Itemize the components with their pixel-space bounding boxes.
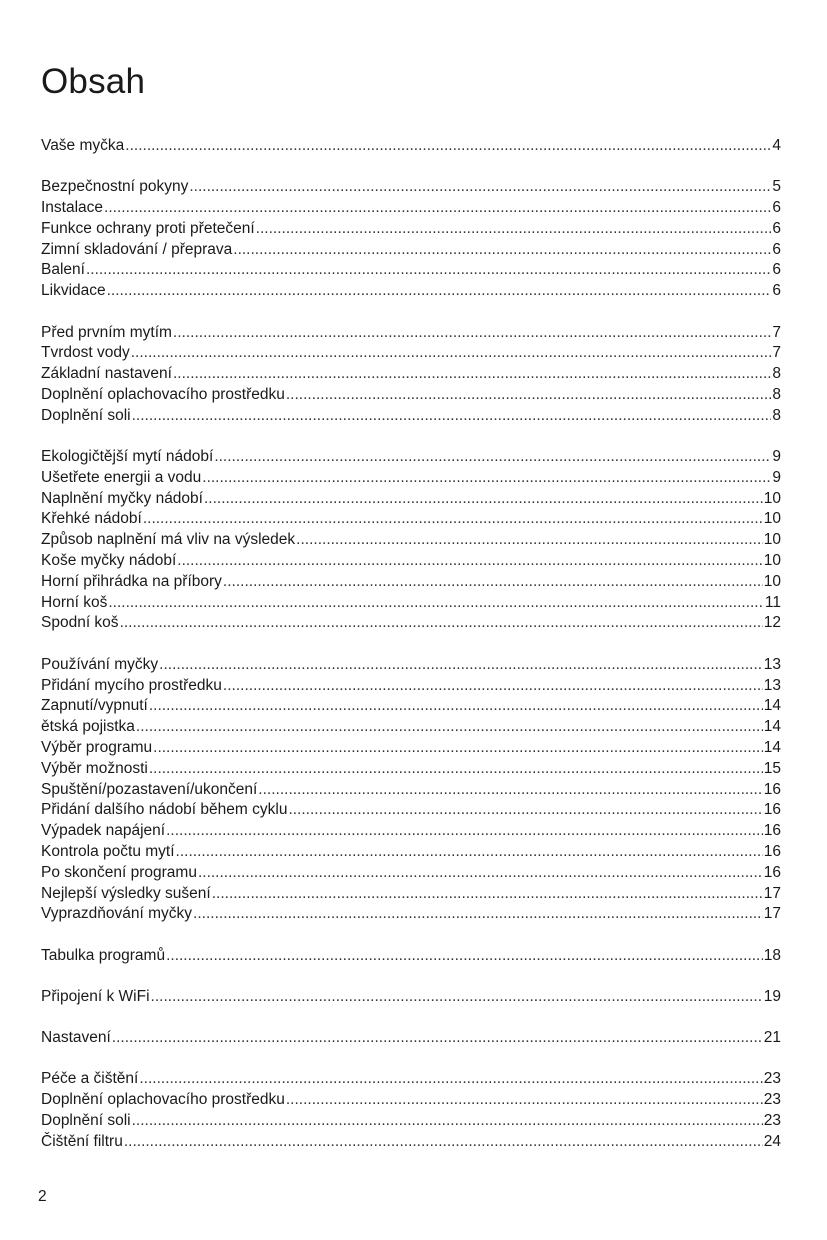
toc-entry[interactable] xyxy=(41,821,781,842)
toc-entry-page: 8 xyxy=(772,385,781,403)
toc-entry-title: Spodní koš xyxy=(41,614,119,632)
toc-entry-page: 7 xyxy=(772,344,781,362)
toc-entry-page: 10 xyxy=(763,510,781,528)
toc-entry-page: 8 xyxy=(772,406,781,424)
toc-leader-dots xyxy=(108,593,764,614)
toc-entry-page: 23 xyxy=(763,1091,781,1109)
toc-leader-dots xyxy=(256,219,772,240)
toc-entry[interactable] xyxy=(41,884,781,905)
toc-leader-dots xyxy=(143,509,763,530)
toc-entry-page: 16 xyxy=(763,863,781,881)
page-title: Obsah xyxy=(41,62,146,101)
toc-entry[interactable] xyxy=(41,946,781,967)
toc-entry-page: 6 xyxy=(772,261,781,279)
toc-entry-title: Před prvním mytím xyxy=(41,323,172,341)
toc-leader-dots xyxy=(223,572,763,593)
toc-entry-page: 6 xyxy=(772,240,781,258)
toc-group xyxy=(41,987,781,1008)
toc-entry[interactable] xyxy=(41,468,781,489)
toc-entry-title: Čištění filtru xyxy=(41,1132,123,1150)
toc-entry-page: 23 xyxy=(763,1112,781,1130)
toc-leader-dots xyxy=(286,385,772,406)
toc-entry-page: 16 xyxy=(763,801,781,819)
toc-leader-dots xyxy=(288,800,762,821)
toc-entry-title: Naplnění myčky nádobí xyxy=(41,489,203,507)
toc-group xyxy=(41,447,781,634)
toc-entry-page: 9 xyxy=(772,468,781,486)
toc-leader-dots xyxy=(151,987,763,1008)
toc-entry[interactable] xyxy=(41,343,781,364)
toc-entry-page: 23 xyxy=(763,1070,781,1088)
toc-entry-title: Výběr možnosti xyxy=(41,759,148,777)
toc-entry-page: 10 xyxy=(763,552,781,570)
toc-entry[interactable] xyxy=(41,1111,781,1132)
toc-entry-page: 17 xyxy=(763,884,781,902)
toc-entry-page: 19 xyxy=(763,987,781,1005)
toc-leader-dots xyxy=(159,655,763,676)
toc-leader-dots xyxy=(104,198,771,219)
toc-leader-dots xyxy=(132,406,772,427)
toc-entry-page: 13 xyxy=(763,655,781,673)
toc-entry-title: Způsob naplnění má vliv na výsledek xyxy=(41,531,296,549)
toc-entry-title: Vaše myčka xyxy=(41,137,125,154)
toc-leader-dots xyxy=(86,260,771,281)
toc-entry[interactable] xyxy=(41,1069,781,1090)
toc-entry-title: Balení xyxy=(41,261,85,279)
toc-entry-page: 14 xyxy=(763,697,781,715)
toc-entry[interactable] xyxy=(41,780,781,801)
toc-leader-dots xyxy=(198,863,763,884)
toc-entry[interactable] xyxy=(41,800,781,821)
toc-entry-title: Ušetřete energii a vodu xyxy=(41,468,202,486)
toc-entry-page: 16 xyxy=(763,780,781,798)
toc-entry-title: Po skončení programu xyxy=(41,863,197,881)
toc-entry-title: Používání myčky xyxy=(41,655,159,673)
toc-entry-page: 5 xyxy=(772,178,781,196)
toc-entry-title: Výběr programu xyxy=(41,738,153,756)
toc-leader-dots xyxy=(204,489,763,510)
toc-entry[interactable] xyxy=(41,613,781,634)
toc-leader-dots xyxy=(139,1069,762,1090)
toc-leader-dots xyxy=(120,613,763,634)
toc-entry-page: 10 xyxy=(763,489,781,507)
toc-entry-title: Doplnění oplachovacího prostředku xyxy=(41,1091,285,1109)
toc-leader-dots xyxy=(131,343,772,364)
toc-entry[interactable] xyxy=(41,676,781,697)
toc-leader-dots xyxy=(214,447,771,468)
toc-entry[interactable] xyxy=(41,219,781,240)
toc-entry-page: 17 xyxy=(763,905,781,923)
toc-entry[interactable] xyxy=(41,551,781,572)
toc-leader-dots xyxy=(132,1111,763,1132)
toc-entry-page: 9 xyxy=(772,448,781,466)
page-number: 2 xyxy=(38,1188,47,1205)
toc-entry-title: Doplnění soli xyxy=(41,1112,131,1130)
toc-entry-page: 10 xyxy=(763,572,781,590)
toc-entry-page: 8 xyxy=(772,365,781,383)
toc-entry-title: Nejlepší výsledky sušení xyxy=(41,884,211,902)
toc-entry[interactable] xyxy=(41,987,781,1008)
toc-leader-dots xyxy=(136,717,763,738)
toc-entry[interactable] xyxy=(41,530,781,551)
toc-entry-page: 14 xyxy=(763,738,781,756)
toc-entry[interactable] xyxy=(41,509,781,530)
toc-entry-title: Připojení k WiFi xyxy=(41,987,150,1005)
toc-group xyxy=(41,946,781,967)
toc-entry-title: Tabulka programů xyxy=(41,946,166,964)
toc-leader-dots xyxy=(212,884,763,905)
table-of-contents xyxy=(41,136,781,1173)
toc-leader-dots xyxy=(296,530,763,551)
toc-entry-title: Vyprazdňování myčky xyxy=(41,905,193,923)
toc-entry[interactable] xyxy=(41,281,781,302)
toc-leader-dots xyxy=(189,177,771,198)
toc-entry-page: 18 xyxy=(763,946,781,964)
toc-entry-title: Instalace xyxy=(41,199,104,217)
toc-entry-title: Koše myčky nádobí xyxy=(41,552,177,570)
toc-entry[interactable] xyxy=(41,717,781,738)
toc-entry-page: 10 xyxy=(763,531,781,549)
toc-entry-title: Doplnění soli xyxy=(41,406,131,424)
toc-leader-dots xyxy=(112,1028,763,1049)
toc-entry-page: 21 xyxy=(763,1029,781,1047)
toc-entry-title: ětská pojistka xyxy=(41,718,135,736)
toc-group xyxy=(41,136,781,157)
toc-leader-dots xyxy=(223,676,763,697)
toc-entry[interactable] xyxy=(41,696,781,717)
toc-leader-dots xyxy=(193,904,763,925)
toc-entry[interactable] xyxy=(41,1090,781,1111)
toc-entry-page: 6 xyxy=(772,219,781,237)
toc-entry[interactable] xyxy=(41,593,781,614)
toc-entry[interactable] xyxy=(41,738,781,759)
toc-leader-dots xyxy=(173,323,771,344)
toc-entry[interactable] xyxy=(41,385,781,406)
toc-entry-title: Tvrdost vody xyxy=(41,344,130,362)
toc-leader-dots xyxy=(166,946,763,967)
toc-entry[interactable] xyxy=(41,447,781,468)
toc-entry[interactable] xyxy=(41,904,781,925)
toc-leader-dots xyxy=(125,136,771,157)
toc-group xyxy=(41,1069,781,1152)
toc-entry-title: Horní koš xyxy=(41,593,108,611)
toc-entry-title: Základní nastavení xyxy=(41,365,172,383)
toc-entry-title: Přidání mycího prostředku xyxy=(41,676,222,694)
toc-leader-dots xyxy=(233,240,771,261)
toc-leader-dots xyxy=(166,821,763,842)
toc-entry-title: Zapnutí/vypnutí xyxy=(41,697,148,715)
toc-leader-dots xyxy=(176,842,763,863)
toc-entry-title: Doplnění oplachovacího prostředku xyxy=(41,385,285,403)
toc-leader-dots xyxy=(149,696,763,717)
toc-entry[interactable] xyxy=(41,406,781,427)
toc-entry[interactable] xyxy=(41,572,781,593)
toc-entry-title: Bezpečnostní pokyny xyxy=(41,178,189,196)
toc-entry-title: Nastavení xyxy=(41,1029,111,1047)
toc-entry-title: Horní přihrádka na příbory xyxy=(41,572,222,590)
toc-group xyxy=(41,323,781,427)
toc-entry-page: 15 xyxy=(763,759,781,777)
toc-leader-dots xyxy=(286,1090,763,1111)
toc-entry[interactable] xyxy=(41,863,781,884)
toc-entry-title: Ekologičtější mytí nádobí xyxy=(41,448,214,466)
toc-entry[interactable] xyxy=(41,364,781,385)
toc-entry[interactable] xyxy=(41,136,781,157)
toc-leader-dots xyxy=(124,1132,763,1153)
toc-entry-title: Funkce ochrany proti přetečení xyxy=(41,219,255,237)
toc-leader-dots xyxy=(177,551,762,572)
toc-entry-page: 14 xyxy=(763,718,781,736)
toc-leader-dots xyxy=(153,738,763,759)
toc-entry[interactable] xyxy=(41,1028,781,1049)
toc-entry-page: 16 xyxy=(763,842,781,860)
toc-group xyxy=(41,177,781,302)
toc-entry[interactable] xyxy=(41,489,781,510)
toc-entry-page: 16 xyxy=(763,822,781,840)
toc-leader-dots xyxy=(107,281,772,302)
toc-entry[interactable] xyxy=(41,260,781,281)
toc-leader-dots xyxy=(173,364,771,385)
toc-group xyxy=(41,655,781,925)
toc-entry[interactable] xyxy=(41,323,781,344)
toc-leader-dots xyxy=(202,468,771,489)
toc-leader-dots xyxy=(149,759,763,780)
toc-entry[interactable] xyxy=(41,198,781,219)
toc-entry-title: Výpadek napájení xyxy=(41,822,166,840)
toc-entry[interactable] xyxy=(41,655,781,676)
toc-entry-page: 4 xyxy=(772,137,781,154)
toc-entry-title: Přidání dalšího nádobí během cyklu xyxy=(41,801,288,819)
toc-entry-title: Křehké nádobí xyxy=(41,510,142,528)
toc-entry[interactable] xyxy=(41,177,781,198)
toc-entry[interactable] xyxy=(41,759,781,780)
toc-entry-page: 13 xyxy=(763,676,781,694)
toc-leader-dots xyxy=(258,780,762,801)
toc-entry-title: Kontrola počtu mytí xyxy=(41,842,175,860)
toc-entry-page: 11 xyxy=(764,593,781,611)
toc-entry-page: 24 xyxy=(763,1132,781,1150)
toc-entry[interactable] xyxy=(41,1132,781,1153)
toc-entry-title: Spuštění/pozastavení/ukončení xyxy=(41,780,258,798)
toc-entry-title: Likvidace xyxy=(41,282,106,300)
toc-entry-title: Zimní skladování / přeprava xyxy=(41,240,233,258)
toc-entry[interactable] xyxy=(41,842,781,863)
toc-entry-page: 6 xyxy=(772,282,781,300)
toc-entry-page: 12 xyxy=(763,614,781,632)
toc-entry-page: 7 xyxy=(772,323,781,341)
toc-entry[interactable] xyxy=(41,240,781,261)
toc-entry-page: 6 xyxy=(772,199,781,217)
toc-group xyxy=(41,1028,781,1049)
toc-entry-title: Péče a čištění xyxy=(41,1070,139,1088)
